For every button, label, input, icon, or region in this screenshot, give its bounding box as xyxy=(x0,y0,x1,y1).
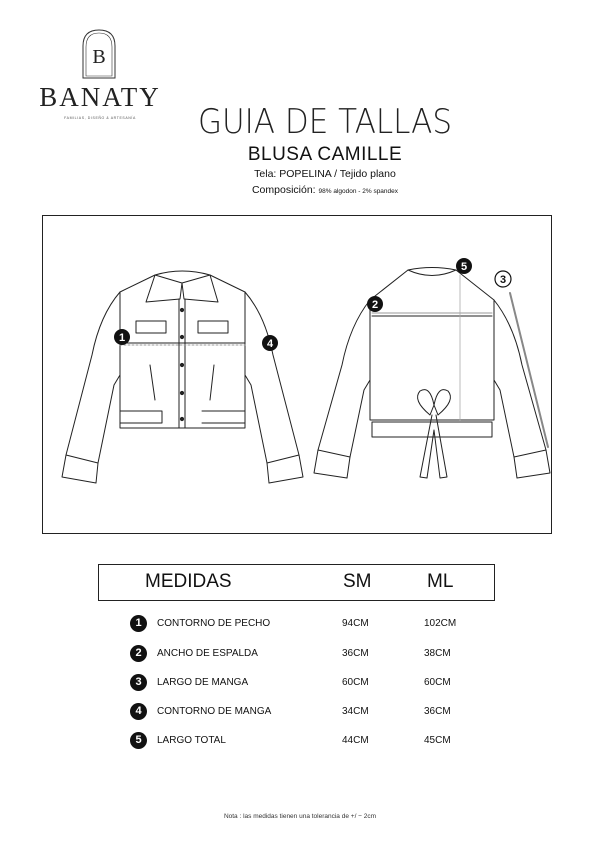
front-jacket-drawing xyxy=(62,271,303,483)
measurement-label: CONTORNO DE MANGA xyxy=(157,706,272,717)
marker-3 xyxy=(495,271,511,287)
svg-text:4: 4 xyxy=(266,338,274,350)
brand-name: BANATY xyxy=(39,82,161,112)
row-number-badge: 1 xyxy=(130,615,147,632)
header-measures: MEDIDAS xyxy=(145,571,232,592)
measurement-row xyxy=(0,732,595,752)
tolerance-note: Nota : las medidas tienen una tolerancia de +/ − 2cm xyxy=(223,813,377,820)
value-ml: 60CM xyxy=(424,677,451,688)
svg-text:5: 5 xyxy=(460,261,468,273)
fabric-label: Tela: xyxy=(254,168,277,180)
logo-monogram xyxy=(80,28,118,80)
svg-text:1: 1 xyxy=(118,332,126,344)
value-ml: 36CM xyxy=(424,706,451,717)
product-name: BLUSA CAMILLE xyxy=(247,144,403,165)
measurement-label: LARGO TOTAL xyxy=(157,735,226,746)
page-title: GUIA DE TALLAS xyxy=(197,102,453,142)
weave-type: / Tejido plano xyxy=(334,168,396,180)
measurement-label: ANCHO DE ESPALDA xyxy=(157,648,258,659)
composition-line xyxy=(190,184,460,196)
fabric-value: POPELINA xyxy=(279,168,332,180)
header-size-ml: ML xyxy=(427,571,454,592)
back-jacket-drawing xyxy=(314,268,550,479)
value-ml: 45CM xyxy=(424,735,451,746)
row-number-badge: 5 xyxy=(130,732,147,749)
value-sm: 60CM xyxy=(342,677,369,688)
svg-text:2: 2 xyxy=(371,299,379,311)
composition-value: 98% algodon - 2% spandex xyxy=(318,188,399,195)
value-ml: 38CM xyxy=(424,648,451,659)
measurement-row xyxy=(0,703,595,723)
svg-text:3: 3 xyxy=(499,274,507,286)
value-sm: 36CM xyxy=(342,648,369,659)
value-sm: 34CM xyxy=(342,706,369,717)
measurement-row xyxy=(0,615,595,635)
value-sm: 94CM xyxy=(342,618,369,629)
garment-illustration xyxy=(42,215,552,534)
marker-4 xyxy=(262,335,278,351)
fabric-line xyxy=(190,168,460,180)
composition-label: Composición: xyxy=(251,184,316,196)
marker-5 xyxy=(456,258,472,274)
value-ml: 102CM xyxy=(424,618,457,629)
size-table-header xyxy=(98,564,495,601)
row-number-badge: 3 xyxy=(130,674,147,691)
header-size-sm: SM xyxy=(343,571,372,592)
measurement-row xyxy=(0,645,595,665)
row-number-badge: 4 xyxy=(130,703,147,720)
measurement-row xyxy=(0,674,595,694)
marker-1 xyxy=(114,329,130,345)
svg-text:B: B xyxy=(92,46,106,68)
measurement-label: CONTORNO DE PECHO xyxy=(157,618,271,629)
brand-tagline: FAMILIAS, DISEÑO & ARTESANÍA xyxy=(64,116,136,120)
marker-2 xyxy=(367,296,383,312)
row-number-badge: 2 xyxy=(130,645,147,662)
measurement-label: LARGO DE MANGA xyxy=(157,677,249,688)
value-sm: 44CM xyxy=(342,735,369,746)
